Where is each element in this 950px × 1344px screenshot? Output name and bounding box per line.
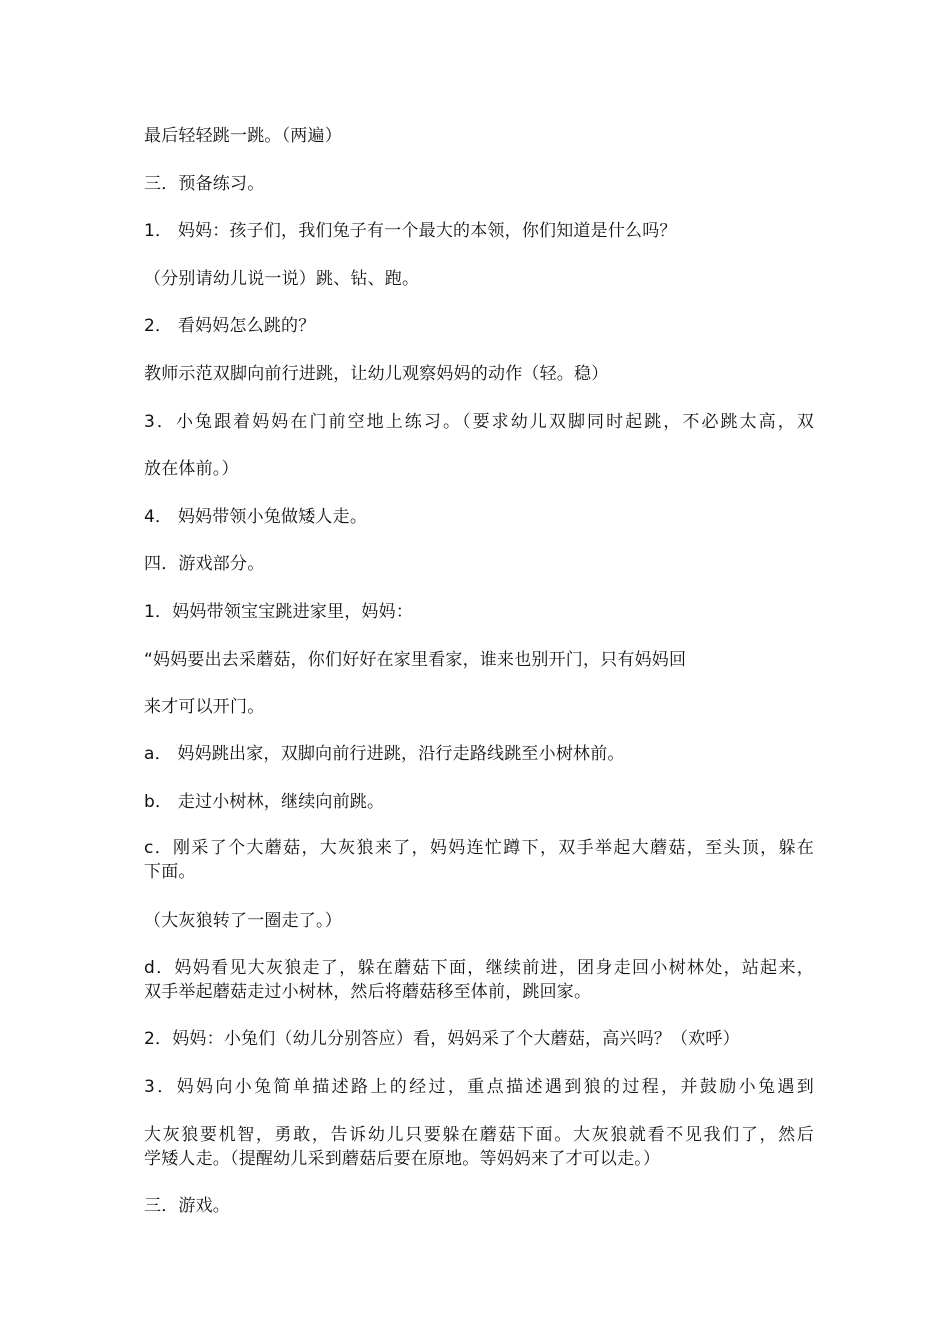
section-heading: 三．游戏。: [144, 1196, 230, 1216]
section-heading: 三．预备练习。: [144, 174, 265, 194]
text-line: 来才可以开门。: [144, 697, 265, 717]
text-line: 1．妈妈带领宝宝跳进家里，妈妈：: [144, 602, 414, 622]
text-line: a． 妈妈跳出家，双脚向前行进跳，沿行走路线跳至小树林前。: [144, 744, 625, 764]
text-line: “妈妈要出去采蘑菇，你们好好在家里看家，谁来也别开门，只有妈妈回: [144, 650, 687, 670]
text-line: 最后轻轻跳一跳。（两遍）: [144, 126, 342, 146]
text-line: b． 走过小树林，继续向前跳。: [144, 792, 385, 812]
text-line: （分别请幼儿说一说）跳、钻、跑。: [144, 269, 420, 289]
text-line: 教师示范双脚向前行进跳，让幼儿观察妈妈的动作（轻。稳）: [144, 364, 609, 384]
text-line: 2． 看妈妈怎么跳的？: [144, 316, 316, 336]
text-line: 放在体前。）: [144, 459, 239, 479]
text-line: （大灰狼转了一圈走了。）: [144, 911, 342, 931]
text-line: 2．妈妈：小兔们（幼儿分别答应）看，妈妈采了个大蘑菇，高兴吗？（欢呼）: [144, 1029, 740, 1049]
text-line: 双手举起蘑菇走过小树林，然后将蘑菇移至体前，跳回家。: [144, 982, 592, 1002]
text-line: 大灰狼要机智，勇敢，告诉幼儿只要躲在蘑菇下面。大灰狼就看不见我们了，然后: [144, 1125, 814, 1145]
text-line: c．刚采了个大蘑菇，大灰狼来了，妈妈连忙蹲下，双手举起大蘑菇，至头顶，躲在: [144, 838, 814, 858]
text-line: 3．小兔跟着妈妈在门前空地上练习。（要求幼儿双脚同时起跳，不必跳太高，双: [144, 412, 814, 432]
text-line: 学矮人走。（提醒幼儿采到蘑菇后要在原地。等妈妈来了才可以走。）: [144, 1149, 661, 1169]
text-line: 下面。: [144, 862, 196, 882]
text-line: d．妈妈看见大灰狼走了，躲在蘑菇下面，继续前进，团身走回小树林处，站起来，: [144, 958, 814, 978]
text-line: 1． 妈妈：孩子们，我们兔子有一个最大的本领，你们知道是什么吗？: [144, 221, 677, 241]
text-line: 4． 妈妈带领小兔做矮人走。: [144, 507, 368, 527]
section-heading: 四．游戏部分。: [144, 554, 265, 574]
text-line: 3．妈妈向小兔简单描述路上的经过，重点描述遇到狼的过程，并鼓励小兔遇到: [144, 1077, 814, 1097]
